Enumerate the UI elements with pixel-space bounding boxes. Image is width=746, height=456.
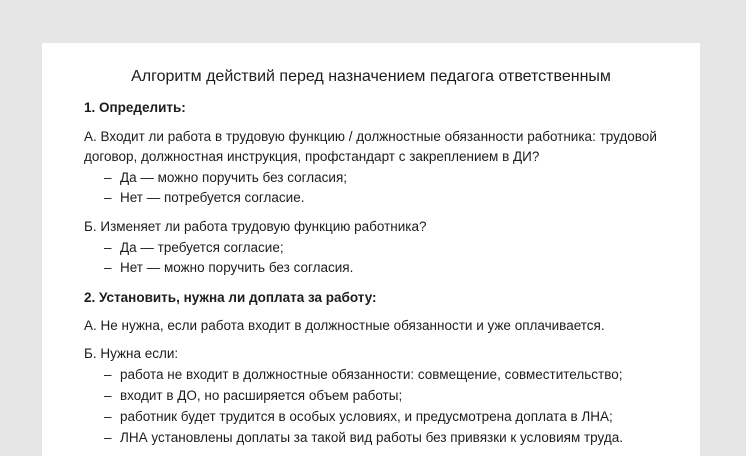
section-1-heading: 1. Определить: — [84, 100, 186, 115]
document-title: Алгоритм действий перед назначением педагога ответственным — [131, 68, 611, 85]
list-item-text: работник будет трудится в особых условиях, и предусмотрена доплата в ЛНА; — [120, 409, 613, 424]
list-item — [104, 258, 353, 278]
dash-marker: – — [104, 190, 112, 205]
list-item-text: входит в ДО, но расширяется объем работы; — [120, 388, 403, 403]
dash-marker: – — [104, 367, 112, 382]
dash-marker: – — [104, 170, 112, 185]
dash-marker: – — [104, 240, 112, 255]
list-item — [104, 168, 347, 188]
dash-marker: – — [104, 409, 112, 424]
list-item-text: работа не входит в должностные обязанности: совмещение, совместительство; — [120, 367, 623, 382]
section-1-a-question-line-2: договор, должностная инструкция, профстандарт с закреплением в ДИ? — [84, 149, 540, 164]
section-2-a-line: А. Не нужна, если работа входит в должностные обязанности и уже оплачивается. — [84, 318, 605, 333]
list-item — [104, 428, 623, 448]
list-item-text: Да — можно поручить без согласия; — [120, 170, 348, 185]
section-2-heading: 2. Установить, нужна ли доплата за работу: — [84, 290, 377, 305]
list-item — [104, 386, 402, 406]
list-item-text: Нет — потребуется согласие. — [120, 190, 305, 205]
list-item-text: Нет — можно поручить без согласия. — [120, 260, 354, 275]
list-item-text: ЛНА установлены доплаты за такой вид работы без привязки к условиям труда. — [120, 430, 623, 445]
list-item — [104, 238, 284, 258]
list-item — [104, 188, 304, 208]
document-page — [42, 43, 700, 456]
dash-marker: – — [104, 388, 112, 403]
section-1-b-question: Б. Изменяет ли работа трудовую функцию работника? — [84, 219, 427, 234]
list-item — [104, 365, 622, 385]
list-item — [104, 407, 613, 427]
section-1-a-question-line-1: А. Входит ли работа в трудовую функцию / должностные обязанности работника: трудовой — [84, 129, 657, 144]
list-item-text: Да — требуется согласие; — [120, 240, 284, 255]
dash-marker: – — [104, 430, 112, 445]
section-2-b-line: Б. Нужна если: — [84, 346, 179, 361]
dash-marker: – — [104, 260, 112, 275]
